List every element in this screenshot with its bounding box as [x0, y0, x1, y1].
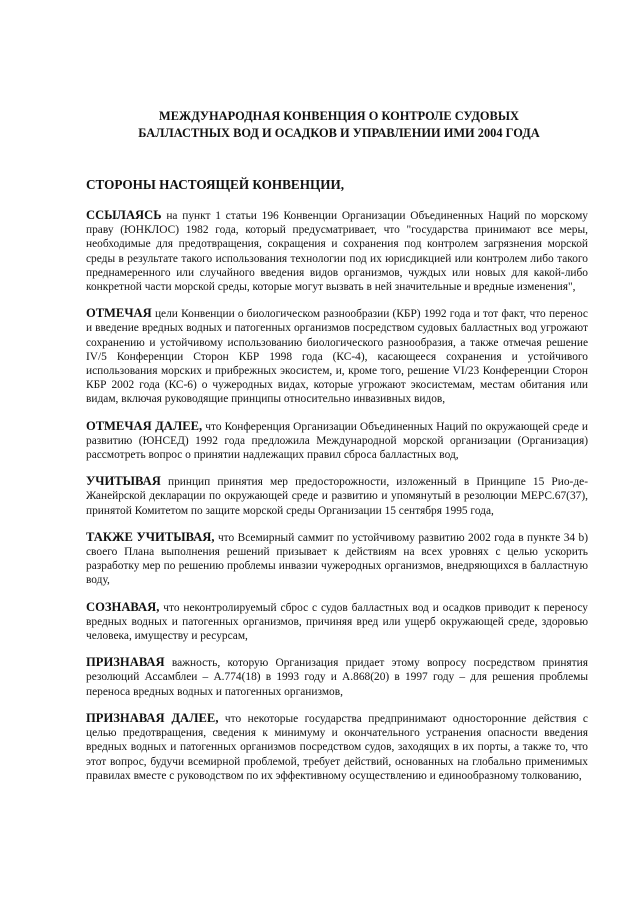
paragraph-noting-further — [86, 419, 588, 463]
paragraph-lead: ОТМЕЧАЯ ДАЛЕЕ, — [86, 418, 203, 433]
parties-heading: СТОРОНЫ НАСТОЯЩЕЙ КОНВЕНЦИИ, — [86, 177, 345, 192]
paragraph-referring — [86, 208, 588, 294]
document-title — [86, 108, 588, 142]
paragraph-mindful — [86, 600, 588, 644]
paragraph-lead: ОТМЕЧАЯ — [86, 306, 152, 321]
paragraph-lead: ССЫЛАЯСЬ — [86, 208, 162, 222]
title-line-2: БАЛЛАСТНЫХ ВОД И ОСАДКОВ И УПРАВЛЕНИИ ИМИ 2004 ГОДА — [138, 126, 540, 140]
paragraph-text: что Всемирный саммит по устойчивому развитию 2002 года в пункте 34 b) своего Плана выполнения решений призывает к действиям на всех уровнях с целью ускорить разработку мер по решению проблемы инвазии чужеродных организмов, внедряющихся в балластную воду, — [86, 531, 588, 587]
title-line-1: МЕЖДУНАРОДНАЯ КОНВЕНЦИЯ О КОНТРОЛЕ СУДОВЫХ — [159, 109, 519, 123]
paragraph-text: цели Конвенции о биологическом разнообразии (КБР) 1992 года и тот факт, что перенос и введение вредных водных и патогенных организмов посредством судовых балластных вод угрожают сохранению и устойчивому использованию биологического разнообразия, а также отмечая решение IV/5 Конференции Сторон КБР 1998 года (КС-4), касающееся сохранения и устойчивого использования морских и прибрежных экосистем, и, кроме того, решение VI/23 Конференции Сторон КБР 2002 года (КС-6) о чужеродных видах, которые угрожают экосистемам, местам обитания или видам, включая руководящие принципы относительно инвазивных видов, — [86, 308, 588, 406]
paragraph-noting — [86, 306, 588, 406]
paragraph-text: принцип принятия мер предосторожности, изложенный в Принципе 15 Рио-де-Жанейрской декларации по окружающей среде и развитию и упомянутый в резолюции МЕРС.67(37), принятой Комитетом по защите морской среды Организации 15 сентября 1995 года, — [86, 476, 588, 517]
paragraph-lead: СОЗНАВАЯ, — [86, 599, 160, 614]
paragraph-text: что некоторые государства предпринимают односторонние действия с целью предотвращения, сведения к минимуму и окончательного устранения опасности введения вредных водных и патогенных организмов посредством судов, заходящих в их порты, а также то, что этот вопрос, будучи всемирной проблемой, требует действий, основанных на глобально применимых правилах вместе с руководством по их эффективному осуществлению и единообразному толкованию, — [86, 712, 588, 782]
paragraph-considering — [86, 474, 588, 518]
paragraph-text: важность, которую Организация придает этому вопросу посредством принятия резолюций Ассамблеи – А.774(18) в 1993 году и А.868(20) в 1997 году – для решения проблемы переноса вредных водных и патогенных организмов, — [86, 657, 588, 698]
paragraph-also-considering — [86, 530, 588, 588]
paragraph-recognizing — [86, 655, 588, 699]
paragraph-text: что неконтролируемый сброс с судов балластных вод и осадков приводит к переносу вредных водных и патогенных организмов, причиняя вред или ущерб окружающей среде, здоровью человека, имуществу и ресурсам, — [86, 601, 588, 643]
paragraph-lead: ПРИЗНАВАЯ — [86, 655, 165, 670]
paragraph-text: на пункт 1 статьи 196 Конвенции Организации Объединенных Наций по морскому праву (ЮНКЛОС) 1982 года, который предусматривает, что "государства принимают все меры, необходимые для предотвращения, сокращения и сохранения под контролем загрязнения морской среды в результате такого использования технологии под их юрисдикцией или контролем либо такого преднамеренного или случайного введения видов организмов, чуждых или новых для какой-либо конкретной части морской среды, которые могут вызвать в ней значительные и вредные изменения", — [86, 210, 588, 294]
paragraph-lead: УЧИТЫВАЯ — [86, 474, 161, 489]
paragraph-recognizing-further — [86, 711, 588, 783]
paragraph-lead: ПРИЗНАВАЯ ДАЛЕЕ, — [86, 710, 219, 725]
paragraph-lead: ТАКЖЕ УЧИТЫВАЯ, — [86, 529, 215, 544]
paragraph-text: что Конференция Организации Объединенных Наций по окружающей среде и развитию (ЮНСЕД) 1992 года предложила Международной морской организации (Организация) рассмотреть вопрос о принятии надлежащих правил сброса балластных вод, — [86, 420, 588, 462]
